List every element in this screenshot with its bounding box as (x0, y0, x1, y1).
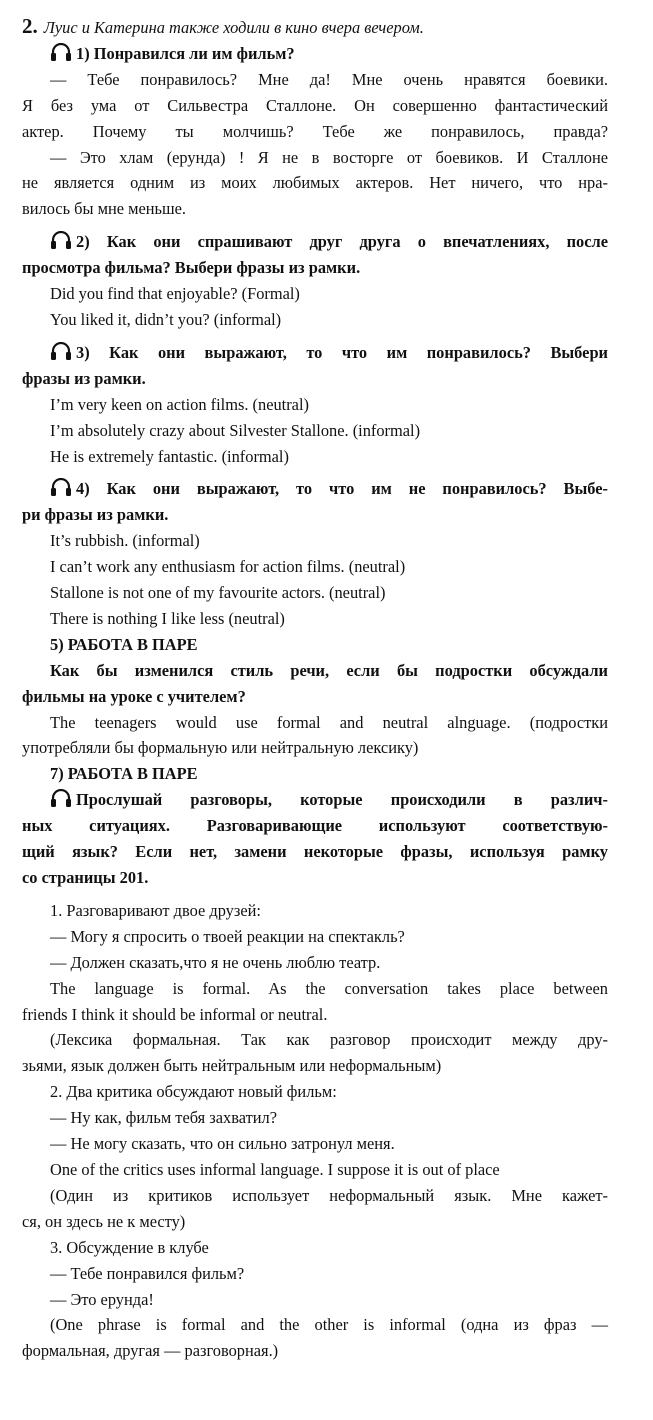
task5-heading: 5) РАБОТА В ПАРЕ (50, 634, 198, 654)
conversation3-line: — Тебе понравился фильм? (50, 1263, 245, 1283)
task7-heading: 7) РАБОТА В ПАРЕ (50, 764, 198, 784)
conversation1-translation: зьями, язык должен быть нейтральным или неформальным) (22, 1056, 442, 1076)
headphones-icon (50, 231, 72, 249)
task4-phrase: Stallone is not one of my favourite actors. (neutral) (50, 583, 386, 603)
task4-phrase: There is nothing I like less (neutral) (50, 608, 285, 628)
conversation1-line: — Могу я спросить о твоей реакции на спектакль? (50, 926, 405, 946)
task7-title (22, 787, 608, 813)
conversation2-line: — Ну как, фильм тебя захватил? (50, 1108, 277, 1128)
conversation1-comment: friends I think it should be informal or neutral. (22, 1004, 328, 1024)
task1-line: актер. Почему ты молчишь? Тебе же понравилось, правда? (22, 121, 608, 141)
exercise-number: 2. (22, 14, 38, 38)
task4-title-cont: ри фразы из рамки. (22, 505, 169, 525)
task1-line: не является одним из моих любимых актеров. Нет ничего, что нра- (22, 173, 608, 193)
task5-question: Как бы изменился стиль речи, если бы подростки обсуждали (50, 660, 608, 680)
task2-title (22, 229, 608, 255)
conversation1-comment: The language is formal. As the conversation takes place between (50, 978, 608, 998)
task7-title-cont: ных ситуациях. Разговаривающие используют соответствую- (22, 816, 608, 836)
task3-title (22, 340, 608, 366)
headphones-icon (50, 789, 72, 807)
task7-title-text: Прослушай разговоры, которые происходили в различ- (76, 790, 608, 810)
headphones-icon (50, 478, 72, 496)
conversation3-line: — Это ерунда! (50, 1289, 154, 1309)
task4-title-text: 4) Как они выражают, то что им не понравилось? Выбе- (76, 479, 608, 499)
task1-line: вилось бы мне меньше. (22, 199, 186, 219)
task2-title-cont: просмотра фильма? Выбери фразы из рамки. (22, 258, 361, 278)
task3-phrase: I’m very keen on action films. (neutral) (50, 394, 309, 414)
conversation3-comment: (One phrase is formal and the other is informal (одна из фраз — (50, 1315, 608, 1335)
task4-phrase: I can’t work any enthusiasm for action films. (neutral) (50, 557, 406, 577)
task5-question-cont: фильмы на уроке с учителем? (22, 686, 246, 706)
task2-title-text: 2) Как они спрашивают друг друга о впечатлениях, после (76, 232, 608, 252)
exercise-header (22, 14, 608, 41)
textbook-page (22, 14, 608, 1364)
conversation3-line: 3. Обсуждение в клубе (50, 1237, 209, 1257)
exercise-intro: Луис и Катерина также ходили в кино вчера вечером. (43, 18, 424, 37)
task7-title-cont: со страницы 201. (22, 868, 149, 887)
task1-line: — Тебе понравилось? Мне да! Мне очень нравятся боевики. (50, 69, 608, 89)
task2-phrase: Did you find that enjoyable? (Formal) (50, 284, 300, 304)
conversation2-line: — Не могу сказать, что он сильно затронул меня. (50, 1134, 395, 1154)
task2-phrase: You liked it, didn’t you? (informal) (50, 309, 282, 329)
conversation1-line: — Должен сказать,что я не очень люблю театр. (50, 952, 381, 972)
task1-line: — Это хлам (ерунда) ! Я не в восторге от боевиков. И Сталлоне (50, 147, 608, 167)
task5-answer-cont: употребляли бы формальную или нейтральную лексику) (22, 738, 419, 758)
task1-title-text: 1) Понравился ли им фильм? (76, 43, 295, 63)
task3-title-text: 3) Как они выражают, то что им понравилось? Выбери (76, 342, 608, 362)
task3-phrase: He is extremely fantastic. (informal) (50, 446, 289, 466)
conversation2-translation: (Один из критиков использует неформальный язык. Мне кажет- (50, 1185, 608, 1205)
task7-title-cont: щий язык? Если нет, замени некоторые фразы, используя рамку (22, 842, 608, 862)
task4-phrase: It’s rubbish. (informal) (50, 531, 200, 551)
headphones-icon (50, 342, 72, 360)
conversation2-translation: ся, он здесь не к месту) (22, 1211, 186, 1231)
task3-title-cont: фразы из рамки. (22, 368, 146, 388)
conversation3-comment: формальная, другая — разговорная.) (22, 1341, 279, 1361)
task1-title (22, 41, 608, 67)
conversation2-comment: One of the critics uses informal language. I suppose it is out of place (50, 1159, 500, 1179)
task1-line: Я без ума от Сильвестра Сталлоне. Он совершенно фантастический (22, 95, 608, 115)
task4-title (22, 476, 608, 502)
conversation1-line: 1. Разговаривают двое друзей: (50, 900, 261, 920)
task3-phrase: I’m absolutely crazy about Silvester Stallone. (informal) (50, 420, 421, 440)
task5-answer: The teenagers would use formal and neutral alnguage. (подростки (50, 712, 608, 732)
conversation2-line: 2. Два критика обсуждают новый фильм: (50, 1082, 337, 1102)
conversation1-translation: (Лексика формальная. Так как разговор происходит между дру- (50, 1030, 608, 1050)
headphones-icon (50, 43, 72, 61)
